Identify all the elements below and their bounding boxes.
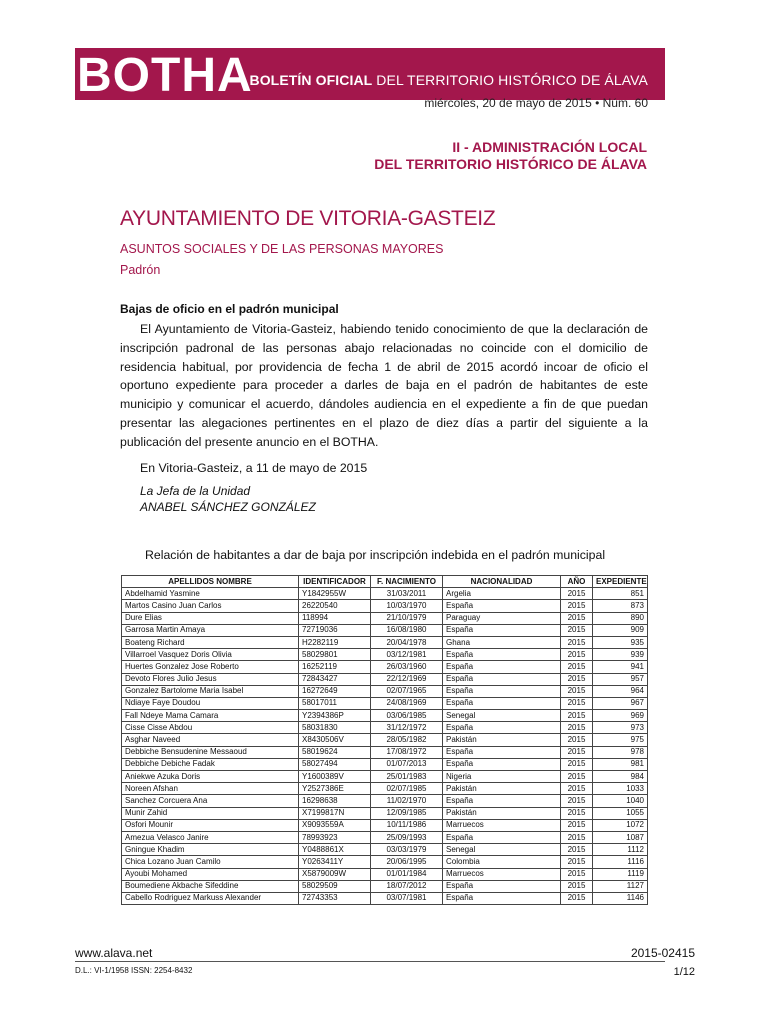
cell-birthdate: 31/03/2011 bbox=[371, 588, 443, 600]
cell-nationality: España bbox=[443, 880, 561, 892]
table-row bbox=[122, 880, 648, 892]
cell-file: 1033 bbox=[593, 783, 648, 795]
cell-file: 1087 bbox=[593, 831, 648, 843]
cell-name: Dure Elias bbox=[122, 612, 299, 624]
cell-year: 2015 bbox=[561, 844, 593, 856]
cell-name: Ayoubi Mohamed bbox=[122, 868, 299, 880]
cell-file: 969 bbox=[593, 710, 648, 722]
cell-name: Boumediene Akbache Sifeddine bbox=[122, 880, 299, 892]
cell-name: Boateng Richard bbox=[122, 636, 299, 648]
cell-id: Y2527386E bbox=[299, 783, 371, 795]
cell-file: 957 bbox=[593, 673, 648, 685]
cell-name: Debbiche Bensudenine Messaoud bbox=[122, 746, 299, 758]
cell-id: 118994 bbox=[299, 612, 371, 624]
table-row bbox=[122, 600, 648, 612]
table-row bbox=[122, 685, 648, 697]
cell-id: 26220540 bbox=[299, 600, 371, 612]
table-caption: Relación de habitantes a dar de baja por inscripción indebida en el padrón municipal bbox=[145, 548, 606, 562]
cell-file: 873 bbox=[593, 600, 648, 612]
cell-birthdate: 01/07/2013 bbox=[371, 758, 443, 770]
cell-name: Aniekwe Azuka Doris bbox=[122, 771, 299, 783]
cell-nationality: Pakistán bbox=[443, 783, 561, 795]
department-name: ASUNTOS SOCIALES Y DE LAS PERSONAS MAYORES bbox=[120, 242, 444, 256]
section-line-2: DEL TERRITORIO HISTÓRICO DE ÁLAVA bbox=[374, 156, 647, 172]
table-row bbox=[122, 697, 648, 709]
cell-id: H2282119 bbox=[299, 636, 371, 648]
cell-name: Gonzalez Bartolome Maria Isabel bbox=[122, 685, 299, 697]
cell-name: Chica Lozano Juan Camilo bbox=[122, 856, 299, 868]
col-header-birthdate: F. NACIMIENTO bbox=[371, 576, 443, 588]
cell-year: 2015 bbox=[561, 783, 593, 795]
cell-nationality: España bbox=[443, 758, 561, 770]
cell-nationality: Senegal bbox=[443, 844, 561, 856]
cell-id: X5879009W bbox=[299, 868, 371, 880]
table-header-row bbox=[122, 576, 648, 588]
cell-id: X7199817N bbox=[299, 807, 371, 819]
cell-year: 2015 bbox=[561, 624, 593, 636]
cell-file: 1055 bbox=[593, 807, 648, 819]
table-row bbox=[122, 746, 648, 758]
cell-birthdate: 20/06/1995 bbox=[371, 856, 443, 868]
cell-year: 2015 bbox=[561, 649, 593, 661]
cell-file: 1116 bbox=[593, 856, 648, 868]
cell-name: Devoto Flores Julio Jesus bbox=[122, 673, 299, 685]
table-row bbox=[122, 734, 648, 746]
col-header-id: IDENTIFICADOR bbox=[299, 576, 371, 588]
cell-file: 909 bbox=[593, 624, 648, 636]
cell-name: Garrosa Martin Amaya bbox=[122, 624, 299, 636]
cell-nationality: Pakistán bbox=[443, 734, 561, 746]
section-heading bbox=[374, 139, 647, 173]
cell-year: 2015 bbox=[561, 612, 593, 624]
cell-birthdate: 17/08/1972 bbox=[371, 746, 443, 758]
cell-name: Fall Ndeye Mama Camara bbox=[122, 710, 299, 722]
cell-id: 72743353 bbox=[299, 892, 371, 904]
cell-nationality: España bbox=[443, 746, 561, 758]
notice-heading: Bajas de oficio en el padrón municipal bbox=[120, 302, 339, 316]
bulletin-title-bold: BOLETÍN OFICIAL bbox=[249, 72, 373, 88]
cell-file: 1112 bbox=[593, 844, 648, 856]
table-row bbox=[122, 636, 648, 648]
cell-birthdate: 11/02/1970 bbox=[371, 795, 443, 807]
cell-id: Y0263411Y bbox=[299, 856, 371, 868]
cell-year: 2015 bbox=[561, 795, 593, 807]
cell-id: 16298638 bbox=[299, 795, 371, 807]
cell-birthdate: 18/07/2012 bbox=[371, 880, 443, 892]
cell-nationality: España bbox=[443, 649, 561, 661]
col-header-year: AÑO bbox=[561, 576, 593, 588]
cell-file: 981 bbox=[593, 758, 648, 770]
table-row bbox=[122, 795, 648, 807]
cell-name: Cisse Cisse Abdou bbox=[122, 722, 299, 734]
cell-birthdate: 03/12/1981 bbox=[371, 649, 443, 661]
cell-year: 2015 bbox=[561, 771, 593, 783]
cell-file: 851 bbox=[593, 588, 648, 600]
place-date: En Vitoria-Gasteiz, a 11 de mayo de 2015 bbox=[140, 461, 368, 475]
table-row bbox=[122, 856, 648, 868]
cell-year: 2015 bbox=[561, 831, 593, 843]
cell-birthdate: 02/07/1965 bbox=[371, 685, 443, 697]
cell-year: 2015 bbox=[561, 807, 593, 819]
cell-birthdate: 20/04/1978 bbox=[371, 636, 443, 648]
table-row bbox=[122, 892, 648, 904]
table-row bbox=[122, 673, 648, 685]
cell-id: X8430506V bbox=[299, 734, 371, 746]
cell-birthdate: 22/12/1969 bbox=[371, 673, 443, 685]
table-row bbox=[122, 710, 648, 722]
section-line-1: II - ADMINISTRACIÓN LOCAL bbox=[452, 139, 647, 155]
table-row bbox=[122, 807, 648, 819]
cell-nationality: España bbox=[443, 831, 561, 843]
cell-id: 58029509 bbox=[299, 880, 371, 892]
cell-file: 964 bbox=[593, 685, 648, 697]
table-row bbox=[122, 868, 648, 880]
cell-year: 2015 bbox=[561, 722, 593, 734]
cell-file: 978 bbox=[593, 746, 648, 758]
cell-nationality: España bbox=[443, 624, 561, 636]
table-row bbox=[122, 831, 648, 843]
signer-name: ANABEL SÁNCHEZ GONZÁLEZ bbox=[140, 500, 316, 514]
cell-name: Cabello Rodriguez Markuss Alexander bbox=[122, 892, 299, 904]
bulletin-title bbox=[249, 72, 648, 88]
cell-birthdate: 16/08/1980 bbox=[371, 624, 443, 636]
cell-id: 78993923 bbox=[299, 831, 371, 843]
cell-year: 2015 bbox=[561, 868, 593, 880]
cell-year: 2015 bbox=[561, 819, 593, 831]
table-row bbox=[122, 758, 648, 770]
cell-nationality: Colombia bbox=[443, 856, 561, 868]
cell-name: Sanchez Corcuera Ana bbox=[122, 795, 299, 807]
cell-year: 2015 bbox=[561, 588, 593, 600]
cell-file: 975 bbox=[593, 734, 648, 746]
cell-year: 2015 bbox=[561, 892, 593, 904]
cell-nationality: Argelia bbox=[443, 588, 561, 600]
cell-name: Ndiaye Faye Doudou bbox=[122, 697, 299, 709]
table-row bbox=[122, 844, 648, 856]
footer-divider bbox=[75, 961, 665, 962]
cell-birthdate: 26/03/1960 bbox=[371, 661, 443, 673]
cell-nationality: Marruecos bbox=[443, 819, 561, 831]
cell-name: Martos Casino Juan Carlos bbox=[122, 600, 299, 612]
cell-birthdate: 31/12/1972 bbox=[371, 722, 443, 734]
cell-id: Y0488861X bbox=[299, 844, 371, 856]
residents-table bbox=[121, 575, 648, 905]
cell-file: 967 bbox=[593, 697, 648, 709]
cell-birthdate: 01/01/1984 bbox=[371, 868, 443, 880]
cell-birthdate: 21/10/1979 bbox=[371, 612, 443, 624]
signer-role: La Jefa de la Unidad bbox=[140, 484, 251, 498]
cell-birthdate: 02/07/1985 bbox=[371, 783, 443, 795]
cell-id: Y2394386P bbox=[299, 710, 371, 722]
cell-name: Villarroel Vasquez Doris Olivia bbox=[122, 649, 299, 661]
cell-nationality: Marruecos bbox=[443, 868, 561, 880]
botha-logo: BOTHA bbox=[77, 49, 253, 102]
cell-file: 1127 bbox=[593, 880, 648, 892]
table-row bbox=[122, 649, 648, 661]
cell-birthdate: 03/03/1979 bbox=[371, 844, 443, 856]
cell-file: 941 bbox=[593, 661, 648, 673]
cell-id: 58029801 bbox=[299, 649, 371, 661]
cell-birthdate: 28/05/1982 bbox=[371, 734, 443, 746]
cell-nationality: España bbox=[443, 685, 561, 697]
cell-nationality: España bbox=[443, 722, 561, 734]
cell-nationality: Pakistán bbox=[443, 807, 561, 819]
cell-year: 2015 bbox=[561, 710, 593, 722]
cell-nationality: España bbox=[443, 673, 561, 685]
col-header-nationality: NACIONALIDAD bbox=[443, 576, 561, 588]
cell-birthdate: 25/09/1993 bbox=[371, 831, 443, 843]
table-row bbox=[122, 612, 648, 624]
cell-id: 58031830 bbox=[299, 722, 371, 734]
cell-id: 72719036 bbox=[299, 624, 371, 636]
cell-name: Huertes Gonzalez Jose Roberto bbox=[122, 661, 299, 673]
cell-birthdate: 10/03/1970 bbox=[371, 600, 443, 612]
cell-id: 58019624 bbox=[299, 746, 371, 758]
cell-nationality: Senegal bbox=[443, 710, 561, 722]
cell-file: 1072 bbox=[593, 819, 648, 831]
cell-name: Osfori Mounir bbox=[122, 819, 299, 831]
cell-file: 935 bbox=[593, 636, 648, 648]
masthead-bar bbox=[75, 48, 665, 100]
cell-year: 2015 bbox=[561, 856, 593, 868]
cell-file: 1119 bbox=[593, 868, 648, 880]
issue-date: miércoles, 20 de mayo de 2015 • Núm. 60 bbox=[424, 96, 648, 110]
cell-year: 2015 bbox=[561, 636, 593, 648]
cell-id: 58017011 bbox=[299, 697, 371, 709]
cell-nationality: Ghana bbox=[443, 636, 561, 648]
cell-name: Gningue Khadim bbox=[122, 844, 299, 856]
organism-name: AYUNTAMIENTO DE VITORIA-GASTEIZ bbox=[120, 207, 496, 230]
footer-url[interactable]: www.alava.net bbox=[75, 946, 153, 960]
cell-name: Debbiche Debiche Fadak bbox=[122, 758, 299, 770]
cell-file: 890 bbox=[593, 612, 648, 624]
cell-nationality: España bbox=[443, 661, 561, 673]
cell-birthdate: 03/07/1981 bbox=[371, 892, 443, 904]
cell-nationality: España bbox=[443, 892, 561, 904]
col-header-file: EXPEDIENTE bbox=[593, 576, 648, 588]
cell-id: 58027494 bbox=[299, 758, 371, 770]
cell-file: 973 bbox=[593, 722, 648, 734]
cell-id: 16272649 bbox=[299, 685, 371, 697]
cell-birthdate: 03/06/1985 bbox=[371, 710, 443, 722]
table-row bbox=[122, 819, 648, 831]
col-header-name: APELLIDOS NOMBRE bbox=[122, 576, 299, 588]
cell-nationality: Nigeria bbox=[443, 771, 561, 783]
cell-file: 1040 bbox=[593, 795, 648, 807]
cell-name: Asghar Naveed bbox=[122, 734, 299, 746]
cell-id: X9093559A bbox=[299, 819, 371, 831]
notice-body: El Ayuntamiento de Vitoria-Gasteiz, habiendo tenido conocimiento de que la declaración de inscripción padronal de las personas abajo relacionadas no coincide con el domicilio de residencia habitual, por providencia de fecha 1 de abril de 2015 acordó incoar de oficio el oportuno expediente para proceder a darles de baja en el padrón de habitantes de este municipio y comunicar el acuerdo, dándoles audiencia en el expediente a fin de que puedan presentar las alegaciones pertinentes en el plazo de diez días a partir del siguiente a la publicación del presente anuncio en el BOTHA. bbox=[120, 322, 648, 449]
cell-id: Y1842955W bbox=[299, 588, 371, 600]
cell-file: 984 bbox=[593, 771, 648, 783]
cell-birthdate: 24/08/1969 bbox=[371, 697, 443, 709]
cell-nationality: Paraguay bbox=[443, 612, 561, 624]
cell-file: 939 bbox=[593, 649, 648, 661]
table-row bbox=[122, 722, 648, 734]
cell-name: Munir Zahid bbox=[122, 807, 299, 819]
table-row bbox=[122, 624, 648, 636]
bulletin-title-rest: DEL TERRITORIO HISTÓRICO DE ÁLAVA bbox=[372, 72, 648, 88]
cell-name: Noreen Afshan bbox=[122, 783, 299, 795]
cell-file: 1146 bbox=[593, 892, 648, 904]
cell-birthdate: 12/09/1985 bbox=[371, 807, 443, 819]
cell-year: 2015 bbox=[561, 758, 593, 770]
cell-year: 2015 bbox=[561, 880, 593, 892]
cell-nationality: España bbox=[443, 697, 561, 709]
cell-nationality: España bbox=[443, 600, 561, 612]
cell-birthdate: 25/01/1983 bbox=[371, 771, 443, 783]
footer-legal: D.L.: VI-1/1958 ISSN: 2254-8432 bbox=[75, 966, 193, 975]
subdepartment-name: Padrón bbox=[120, 263, 161, 277]
cell-birthdate: 10/11/1986 bbox=[371, 819, 443, 831]
cell-name: Amezua Velasco Janire bbox=[122, 831, 299, 843]
cell-year: 2015 bbox=[561, 734, 593, 746]
cell-year: 2015 bbox=[561, 685, 593, 697]
cell-id: 72843427 bbox=[299, 673, 371, 685]
footer-page-number: 1/12 bbox=[673, 966, 695, 978]
cell-year: 2015 bbox=[561, 661, 593, 673]
cell-year: 2015 bbox=[561, 600, 593, 612]
cell-id: 16252119 bbox=[299, 661, 371, 673]
table-row bbox=[122, 588, 648, 600]
cell-name: Abdelhamid Yasmine bbox=[122, 588, 299, 600]
table-row bbox=[122, 783, 648, 795]
footer-document-code: 2015-02415 bbox=[630, 946, 695, 960]
cell-year: 2015 bbox=[561, 746, 593, 758]
cell-year: 2015 bbox=[561, 673, 593, 685]
cell-id: Y1600389V bbox=[299, 771, 371, 783]
table-row bbox=[122, 661, 648, 673]
table-body bbox=[122, 588, 648, 905]
table-row bbox=[122, 771, 648, 783]
cell-nationality: España bbox=[443, 795, 561, 807]
cell-year: 2015 bbox=[561, 697, 593, 709]
